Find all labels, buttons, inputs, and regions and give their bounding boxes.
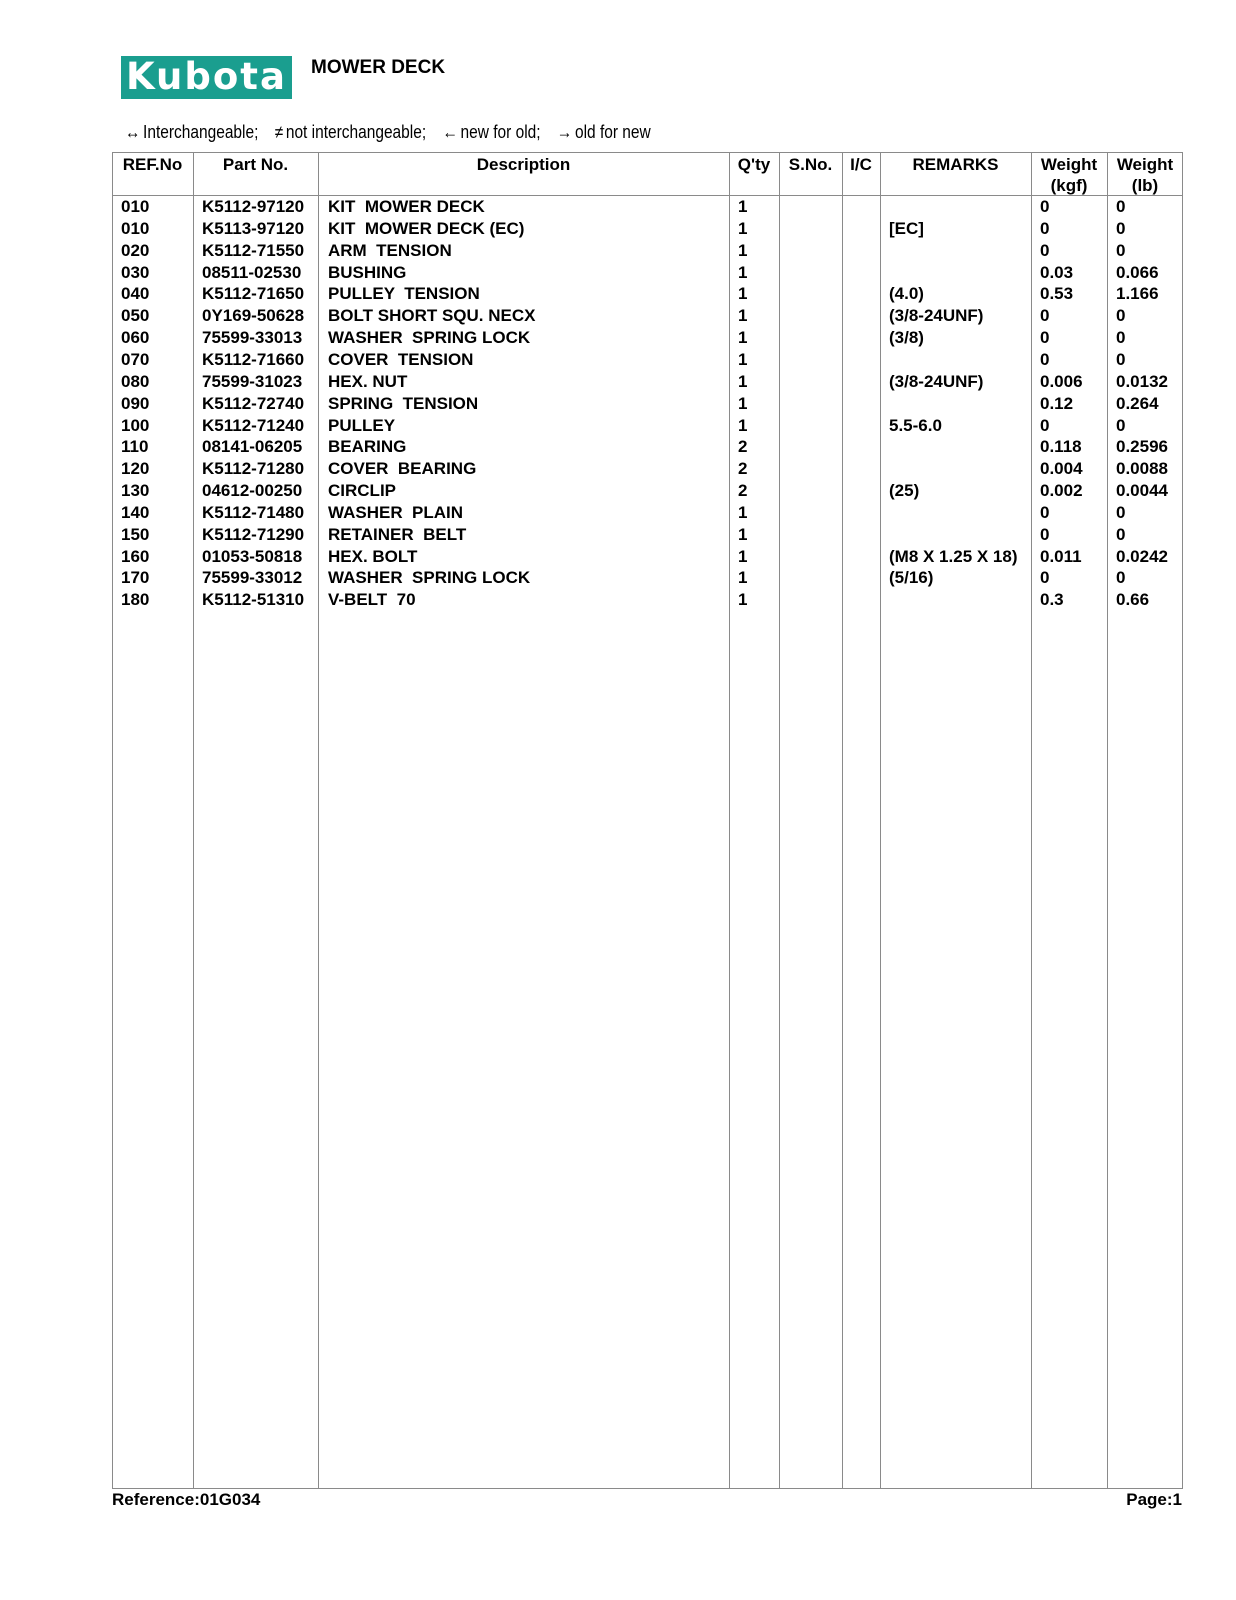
cell-qty: 1 (738, 590, 748, 610)
cell-qty: 1 (738, 502, 748, 522)
cell-weight-kgf: 0.006 (1040, 371, 1083, 391)
double-arrow-icon: ↔ (125, 122, 141, 142)
table-row (0, 283, 1236, 305)
header-weight-kgf-line1: Weight (1040, 155, 1098, 174)
cell-ref-no: 140 (121, 502, 150, 522)
cell-description: HEX. NUT (328, 371, 408, 391)
cell-weight-lb: 0.066 (1116, 262, 1159, 282)
cell-qty: 1 (738, 371, 748, 391)
cell-qty: 1 (738, 415, 748, 435)
table-row (0, 502, 1236, 524)
cell-remarks: 5.5-6.0 (889, 415, 942, 435)
cell-description: RETAINER BELT (328, 524, 467, 544)
cell-description: CIRCLIP (328, 481, 396, 501)
cell-part-no: 08141-06205 (202, 437, 303, 457)
cell-qty: 1 (738, 546, 748, 566)
table-row (0, 524, 1236, 546)
cell-part-no: 04612-00250 (202, 481, 303, 501)
legend-old-for-new (557, 122, 651, 142)
cell-part-no: 08511-02530 (202, 262, 302, 282)
cell-weight-lb: 1.166 (1116, 284, 1159, 304)
cell-ref-no: 030 (121, 262, 150, 282)
cell-remarks: (5/16) (889, 568, 934, 588)
cell-description: BEARING (328, 437, 407, 457)
logo-text: Kubota (126, 55, 287, 98)
legend-new-for-old (442, 122, 540, 142)
cell-weight-kgf: 0.011 (1040, 546, 1082, 566)
table-row (0, 349, 1236, 371)
cell-qty: 2 (738, 437, 748, 457)
header-remarks: REMARKS (912, 155, 999, 174)
cell-remarks: (25) (889, 481, 920, 501)
legend-not-interchangeable (275, 122, 426, 142)
cell-weight-kgf: 0 (1040, 568, 1050, 588)
cell-weight-lb: 0 (1116, 197, 1126, 216)
cell-description: WASHER SPRING LOCK (328, 568, 531, 588)
cell-weight-lb: 0 (1116, 524, 1126, 544)
cell-part-no: 75599-33013 (202, 328, 303, 348)
cell-ref-no: 160 (121, 546, 150, 566)
cell-description: SPRING TENSION (328, 393, 479, 413)
cell-weight-lb: 0 (1116, 328, 1126, 348)
cell-weight-kgf: 0 (1040, 240, 1050, 260)
cell-weight-lb: 0.0132 (1116, 371, 1168, 391)
cell-weight-kgf: 0 (1040, 349, 1050, 369)
cell-description: V-BELT 70 (328, 590, 416, 610)
cell-qty: 1 (738, 349, 748, 369)
cell-weight-kgf: 0.12 (1040, 393, 1074, 413)
cell-remarks: (3/8-24UNF) (889, 306, 984, 326)
cell-weight-kgf: 0 (1040, 415, 1050, 435)
table-row (0, 436, 1236, 458)
table-row (0, 196, 1236, 218)
cell-ref-no: 150 (121, 524, 150, 544)
cell-part-no: 0Y169-50628 (202, 306, 305, 326)
cell-qty: 1 (738, 306, 748, 326)
cell-part-no: K5112-71550 (202, 240, 305, 260)
cell-qty: 1 (738, 328, 748, 348)
cell-part-no: K5112-71660 (202, 349, 305, 369)
cell-remarks: (M8 X 1.25 X 18) (889, 546, 1018, 566)
cell-weight-lb: 0 (1116, 306, 1126, 326)
header-weight-kgf-line2: (kgf) (1050, 176, 1088, 195)
legend-label: not interchangeable; (285, 122, 427, 142)
cell-weight-lb: 0.264 (1116, 393, 1159, 413)
table-row (0, 567, 1236, 589)
cell-part-no: K5112-72740 (202, 393, 305, 413)
cell-qty: 1 (738, 284, 748, 304)
cell-remarks: (3/8) (889, 328, 924, 348)
legend-interchangeable (125, 122, 258, 142)
cell-weight-lb: 0 (1116, 218, 1126, 238)
cell-ref-no: 120 (121, 459, 150, 479)
cell-qty: 1 (738, 393, 748, 413)
table-row (0, 480, 1236, 502)
cell-weight-lb: 0.2596 (1116, 437, 1168, 457)
legend-label: new for old; (460, 122, 541, 142)
cell-qty: 1 (738, 568, 748, 588)
cell-part-no: K5113-97120 (202, 218, 305, 238)
legend-label: Interchangeable; (143, 122, 259, 142)
cell-weight-kgf: 0 (1040, 502, 1050, 522)
cell-description: KIT MOWER DECK (328, 197, 485, 216)
cell-weight-lb: 0 (1116, 502, 1126, 522)
cell-ref-no: 100 (121, 415, 150, 435)
kubota-logo (121, 56, 292, 99)
header-weight-kgf (1031, 154, 1107, 196)
cell-ref-no: 060 (121, 328, 150, 348)
header-qty: Q'ty (737, 155, 771, 174)
right-arrow-icon: → (556, 122, 573, 142)
cell-description: COVER BEARING (328, 459, 477, 479)
legend-label: old for new (574, 122, 651, 142)
cell-weight-kgf: 0.53 (1040, 284, 1074, 304)
cell-weight-kgf: 0 (1040, 218, 1050, 238)
cell-description: WASHER SPRING LOCK (328, 328, 531, 348)
cell-weight-kgf: 0.03 (1040, 262, 1074, 282)
cell-ref-no: 020 (121, 240, 150, 260)
cell-description: KIT MOWER DECK (EC) (328, 218, 525, 238)
footer-page-number: Page:1 (1126, 1490, 1182, 1509)
page-title: MOWER DECK (311, 57, 446, 78)
cell-weight-lb: 0.0044 (1116, 481, 1168, 501)
header-weight-lb-line2: (lb) (1131, 176, 1159, 195)
cell-qty: 1 (738, 218, 748, 238)
legend (125, 122, 663, 143)
cell-ref-no: 130 (121, 481, 150, 501)
cell-ref-no: 010 (121, 197, 150, 216)
cell-part-no: K5112-51310 (202, 590, 305, 610)
cell-weight-lb: 0.0088 (1116, 459, 1168, 479)
cell-remarks: (4.0) (889, 284, 924, 304)
table-row (0, 546, 1236, 568)
cell-ref-no: 080 (121, 371, 150, 391)
cell-part-no: 75599-31023 (202, 371, 303, 391)
cell-weight-lb: 0 (1116, 240, 1126, 260)
cell-weight-kgf: 0 (1040, 524, 1050, 544)
left-arrow-icon: ← (442, 122, 458, 142)
cell-weight-kgf: 0.002 (1040, 481, 1083, 501)
table-row (0, 415, 1236, 437)
cell-weight-lb: 0 (1116, 568, 1126, 588)
cell-weight-lb: 0.0242 (1116, 546, 1168, 566)
table-row (0, 262, 1236, 284)
not-equal-icon: ≠ (274, 122, 284, 142)
header-weight-lb (1107, 154, 1183, 196)
table-row (0, 305, 1236, 327)
cell-part-no: K5112-97120 (202, 197, 305, 216)
header-ic: I/C (850, 155, 872, 174)
cell-weight-kgf: 0 (1040, 197, 1050, 216)
cell-ref-no: 090 (121, 393, 150, 413)
cell-weight-kgf: 0.118 (1040, 437, 1082, 457)
cell-qty: 1 (738, 197, 748, 216)
cell-description: BUSHING (328, 262, 407, 282)
cell-qty: 1 (738, 524, 748, 544)
cell-weight-kgf: 0 (1040, 306, 1050, 326)
cell-ref-no: 070 (121, 349, 150, 369)
cell-weight-kgf: 0.3 (1040, 590, 1064, 610)
cell-description: COVER TENSION (328, 349, 474, 369)
cell-remarks: (3/8-24UNF) (889, 371, 984, 391)
cell-part-no: 75599-33012 (202, 568, 303, 588)
table-row (0, 393, 1236, 415)
table-row (0, 327, 1236, 349)
cell-part-no: K5112-71280 (202, 459, 305, 479)
table-row (0, 371, 1236, 393)
cell-qty: 1 (738, 240, 748, 260)
cell-qty: 1 (738, 262, 748, 282)
cell-description: PULLEY (328, 415, 396, 435)
cell-description: HEX. BOLT (328, 546, 418, 566)
footer-reference: Reference:01G034 (112, 1490, 261, 1509)
header-weight-lb-line1: Weight (1116, 155, 1174, 174)
cell-ref-no: 050 (121, 306, 150, 326)
cell-ref-no: 170 (121, 568, 150, 588)
cell-part-no: K5112-71480 (202, 502, 305, 522)
cell-weight-lb: 0 (1116, 415, 1126, 435)
header-part-no: Part No. (222, 155, 289, 174)
cell-description: BOLT SHORT SQU. NECX (328, 306, 536, 326)
cell-ref-no: 040 (121, 284, 150, 304)
cell-ref-no: 110 (121, 437, 149, 457)
header-ref: REF.No (122, 155, 183, 174)
table-row (0, 589, 1236, 611)
table-row (0, 458, 1236, 480)
cell-part-no: K5112-71290 (202, 524, 305, 544)
cell-description: WASHER PLAIN (328, 502, 464, 522)
cell-description: PULLEY TENSION (328, 284, 480, 304)
cell-ref-no: 180 (121, 590, 150, 610)
cell-weight-lb: 0.66 (1116, 590, 1150, 610)
header-serial-no: S.No. (788, 155, 833, 174)
cell-qty: 2 (738, 481, 748, 501)
cell-ref-no: 010 (121, 218, 150, 238)
cell-part-no: K5112-71240 (202, 415, 305, 435)
cell-qty: 2 (738, 459, 748, 479)
cell-weight-kgf: 0.004 (1040, 459, 1083, 479)
table-row (0, 218, 1236, 240)
table-row (0, 240, 1236, 262)
cell-weight-lb: 0 (1116, 349, 1126, 369)
cell-part-no: 01053-50818 (202, 546, 303, 566)
cell-weight-kgf: 0 (1040, 328, 1050, 348)
cell-remarks: [EC] (889, 218, 924, 238)
cell-part-no: K5112-71650 (202, 284, 305, 304)
cell-description: ARM TENSION (328, 240, 452, 260)
header-description: Description (476, 155, 571, 174)
